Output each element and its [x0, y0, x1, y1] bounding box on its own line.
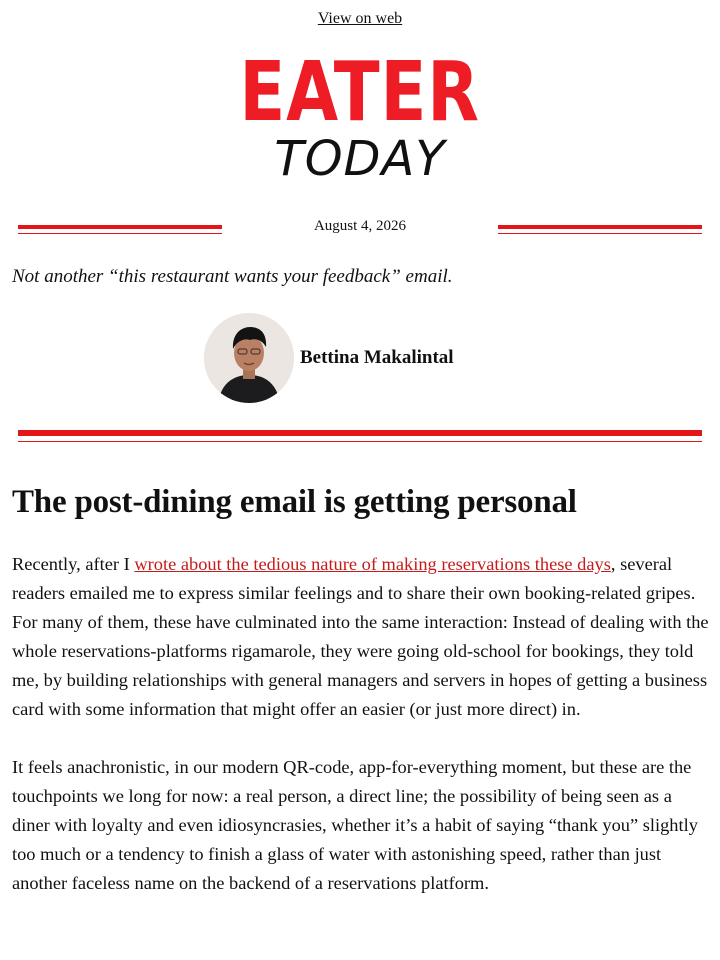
paragraph-1-lead: Recently, after I	[12, 554, 135, 574]
avatar-photo-icon	[204, 313, 294, 403]
article-body	[12, 550, 712, 927]
paragraph-1	[12, 550, 712, 724]
author-block	[204, 313, 454, 403]
section-divider-thin	[18, 441, 702, 442]
right-rule-thick	[498, 225, 702, 229]
eater-today-logo[interactable]	[0, 45, 720, 187]
view-on-web-link[interactable]: View on web	[317, 10, 403, 27]
right-rule-thin	[498, 233, 702, 234]
author-name: Bettina Makalintal	[300, 347, 454, 368]
logo-today-wordmark: TODAY	[274, 131, 446, 187]
top-bar	[0, 0, 720, 32]
newsletter-tagline: Not another “this restaurant wants your feedback” email.	[12, 266, 453, 287]
section-divider-thick	[18, 430, 702, 436]
logo-eater-wordmark: EATER	[239, 45, 481, 140]
paragraph-2: It feels anachronistic, in our modern QR-code, app-for-everything moment, but these are the touchpoints we long for now: a real person, a direct line; the possibility of being seen as a diner with loyalty and even idiosyncrasies, whether it’s a habit of saying “thank you” slightly too much or a tendency to finish a glass of water with astonishing speed, rather than just another faceless name on the backend of a reservations platform.	[12, 757, 698, 893]
date-row	[0, 216, 720, 240]
reservations-article-link[interactable]: wrote about the tedious nature of making reservations these days	[134, 554, 611, 574]
issue-date: August 4, 2026	[313, 218, 407, 234]
paragraph-1-rest: , several readers emailed me to express similar feelings and to share their own booking-related gripes. For many of them, these have culminated into the same interaction: Instead of dealing with the whole reservations-platforms rigamarole, they were going old-school for bookings, they told me, by building relationships with general managers and servers in hopes of getting a business card with some information that might offer an easier (or just more direct) in.	[12, 554, 709, 719]
author-avatar	[204, 313, 294, 403]
article-headline: The post-dining email is getting personal	[12, 484, 577, 520]
